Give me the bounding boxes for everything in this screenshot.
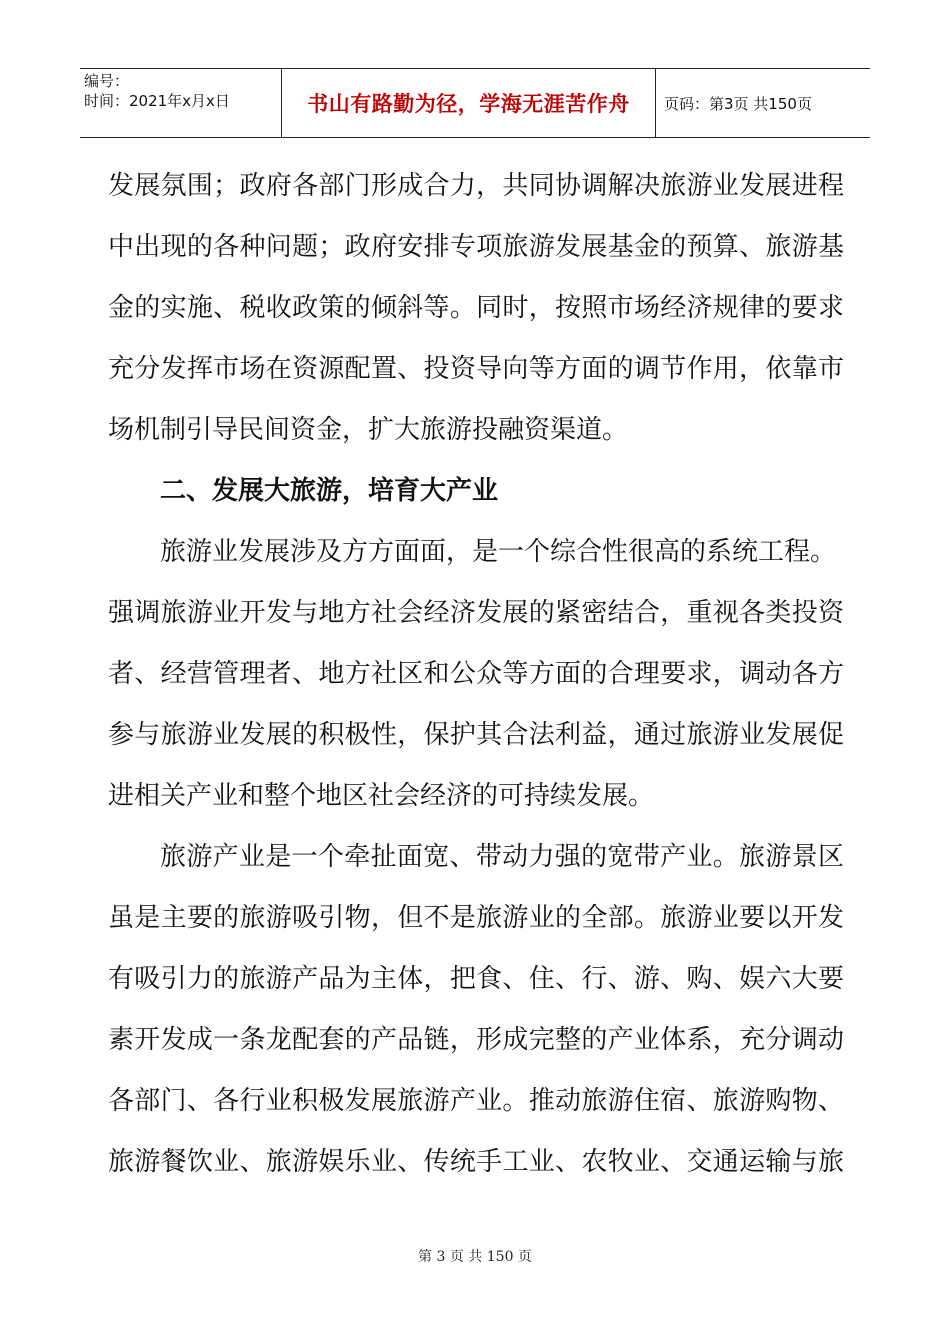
body-line: 强调旅游业开发与地方社会经济发展的紧密结合，重视各类投资 bbox=[108, 598, 844, 628]
body-line: 有吸引力的旅游产品为主体，把食、住、行、游、购、娱六大要 bbox=[108, 964, 844, 994]
page-footer: 第 3 页 共 150 页 bbox=[418, 1249, 532, 1265]
header-page-info: 页码：第3页 共150页 bbox=[664, 94, 812, 113]
document-body bbox=[108, 156, 844, 1193]
body-line: 进相关产业和整个地区社会经济的可持续发展。 bbox=[108, 781, 655, 811]
body-line: 旅游产业是一个牵扯面宽、带动力强的宽带产业。旅游景区 bbox=[160, 842, 844, 872]
body-line: 者、经营管理者、地方社区和公众等方面的合理要求，调动各方 bbox=[108, 659, 844, 689]
body-line: 场机制引导民间资金，扩大旅游投融资渠道。 bbox=[108, 415, 629, 445]
body-line: 发展氛围；政府各部门形成合力，共同协调解决旅游业发展进程 bbox=[108, 171, 844, 201]
time-label: 时间：2021年x月x日 bbox=[84, 92, 230, 110]
section-heading: 二、发展大旅游，培育大产业 bbox=[160, 476, 499, 506]
body-line: 各部门、各行业积极发展旅游产业。推动旅游住宿、旅游购物、 bbox=[108, 1086, 844, 1116]
header-motto: 书山有路勤为径，学海无涯苦作舟 bbox=[282, 69, 656, 137]
header-meta bbox=[80, 69, 282, 137]
body-line: 旅游餐饮业、旅游娱乐业、传统手工业、农牧业、交通运输与旅 bbox=[108, 1147, 844, 1177]
body-line: 中出现的各种问题；政府安排专项旅游发展基金的预算、旅游基 bbox=[108, 232, 844, 262]
number-label: 编号： bbox=[84, 72, 130, 90]
body-line: 素开发成一条龙配套的产品链，形成完整的产业体系，充分调动 bbox=[108, 1025, 844, 1055]
body-line: 金的实施、税收政策的倾斜等。同时，按照市场经济规律的要求 bbox=[108, 293, 844, 323]
body-line: 旅游业发展涉及方方面面，是一个综合性很高的系统工程。 bbox=[160, 537, 837, 567]
page-header bbox=[80, 68, 870, 138]
body-line: 参与旅游业发展的积极性，保护其合法利益，通过旅游业发展促 bbox=[108, 720, 844, 750]
body-line: 充分发挥市场在资源配置、投资导向等方面的调节作用，依靠市 bbox=[108, 354, 844, 384]
body-line: 虽是主要的旅游吸引物，但不是旅游业的全部。旅游业要以开发 bbox=[108, 903, 844, 933]
